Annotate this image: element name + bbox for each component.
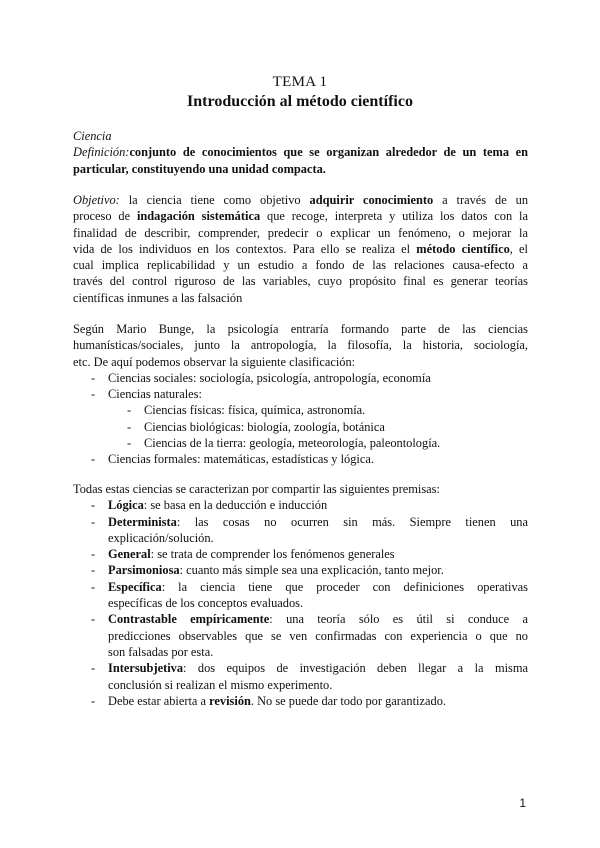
list-item <box>73 611 528 660</box>
objetivo-line-6: través del control riguroso de las variables, cuyo propósito final es generar teorías <box>73 274 528 289</box>
page-number: 1 <box>519 796 526 810</box>
objetivo-line-1 <box>73 192 528 208</box>
objetivo-text: , el <box>509 241 528 256</box>
premise-text: : se basa en la deducción e inducción <box>143 498 328 513</box>
list-item: - Ciencias biológicas: biología, zoología, botánica <box>73 419 528 435</box>
topic-number: TEMA 1 <box>272 74 328 90</box>
premise-term: Determinista <box>108 514 177 529</box>
premisas-intro: Todas estas ciencias se caracterizan por compartir las siguientes premisas: <box>73 482 440 496</box>
list-item <box>73 514 528 547</box>
objetivo-paragraph <box>73 192 528 306</box>
definition-label: Definición: <box>73 145 130 160</box>
list-item <box>73 546 528 562</box>
list-item: - Ciencias naturales: <box>73 386 528 402</box>
list-item <box>73 562 528 578</box>
list-item: - Ciencias de la tierra: geología, meteorología, paleontología. <box>73 435 528 451</box>
premise-line: son falsadas por esta. <box>108 644 214 659</box>
bunge-line-3: etc. De aquí podemos observar la siguiente clasificación: <box>73 354 356 369</box>
premise-text: : las cosas no ocurren sin más. Siempre tienen una <box>176 514 528 529</box>
objetivo-line-7: científicas inmunes a las falsación <box>73 290 243 305</box>
list-item <box>73 579 528 612</box>
premise-text: . No se puede dar todo por garantizado. <box>250 693 446 708</box>
premisas-section <box>73 481 528 709</box>
objetivo-text: la ciencia tiene como objetivo <box>119 193 310 207</box>
premise-line: específicas de los conceptos evaluados. <box>108 596 304 611</box>
bunge-line-1: Según Mario Bunge, la psicología entraría formando parte de las ciencias <box>73 322 528 336</box>
objetivo-text: que recoge, interpreta y utiliza los datos con la <box>260 209 528 224</box>
objetivo-text: proceso de <box>73 209 137 224</box>
objetivo-line-5: cual implica replicabilidad y un estudio a fondo de las relaciones causa-efecto a <box>73 258 528 273</box>
objetivo-label: Objetivo: <box>73 193 120 207</box>
list-item <box>73 497 528 513</box>
premise-line: predicciones observables que se ven confirmadas con experiencia o que no <box>108 628 528 643</box>
objetivo-line-2 <box>73 208 528 224</box>
definition-text-2: particular, constituyendo una unidad compacta. <box>73 161 326 176</box>
definition-line-1 <box>73 144 528 160</box>
premise-term: Específica <box>108 579 162 594</box>
premise-term: General <box>108 547 151 562</box>
premise-text: : se trata de comprender los fenómenos generales <box>150 547 395 562</box>
premise-term: Intersubjetiva <box>108 661 184 676</box>
definition-text-1: conjunto de conocimientos que se organizan alrededor de un tema en <box>129 145 528 160</box>
list-item: - Ciencias sociales: sociología, psicología, antropología, economía <box>73 370 528 386</box>
premise-line: conclusión si realizan el mismo experimento. <box>108 677 333 692</box>
bunge-line-2: humanísticas/sociales, junto la antropología, la filosofía, la historia, sociología, <box>73 338 528 353</box>
list-item: - Ciencias formales: matemáticas, estadísticas y lógica. <box>73 451 528 467</box>
objetivo-text: vida de los individuos en los contextos. Para ello se realiza el <box>73 241 417 256</box>
premise-text: : cuanto más simple sea una explicación, tanto mejor. <box>179 563 444 578</box>
premise-text: : una teoría sólo es útil si conduce a <box>269 612 528 627</box>
objetivo-line-3: finalidad de describir, comprender, predecir o explicar un fenómeno, o mejorar la <box>73 225 528 240</box>
premise-line <box>108 514 528 530</box>
premise-text: Debe estar abierta a <box>108 693 210 708</box>
objetivo-bold-term: adquirir conocimiento <box>309 193 434 207</box>
list-item <box>73 660 528 693</box>
premise-term: Lógica <box>108 498 144 513</box>
premise-line: explicación/solución. <box>108 530 214 545</box>
premise-line <box>108 579 528 595</box>
classification-list <box>73 370 528 468</box>
bunge-paragraph <box>73 321 528 468</box>
premise-term: revisión <box>209 693 251 708</box>
ciencia-heading: Ciencia <box>73 129 112 143</box>
objetivo-text: a través de un <box>433 193 529 207</box>
premise-term: Contrastable empíricamente <box>108 612 270 627</box>
premise-line <box>108 611 528 627</box>
objetivo-bold-term: método científico <box>416 241 510 256</box>
premise-line <box>108 660 528 676</box>
premise-text: : la ciencia tiene que proceder con definiciones operativas <box>161 579 528 594</box>
premisas-list <box>73 497 528 709</box>
premise-text: : dos equipos de investigación deben llegar a la misma <box>183 661 528 676</box>
page-title: Introducción al método científico <box>187 93 413 110</box>
list-item: - Ciencias físicas: física, química, astronomía. <box>73 402 528 418</box>
objetivo-line-4 <box>73 241 528 257</box>
list-item <box>73 693 528 709</box>
ciencia-section <box>73 128 528 177</box>
premise-term: Parsimoniosa <box>108 563 180 578</box>
objetivo-bold-term: indagación sistemática <box>136 209 261 224</box>
